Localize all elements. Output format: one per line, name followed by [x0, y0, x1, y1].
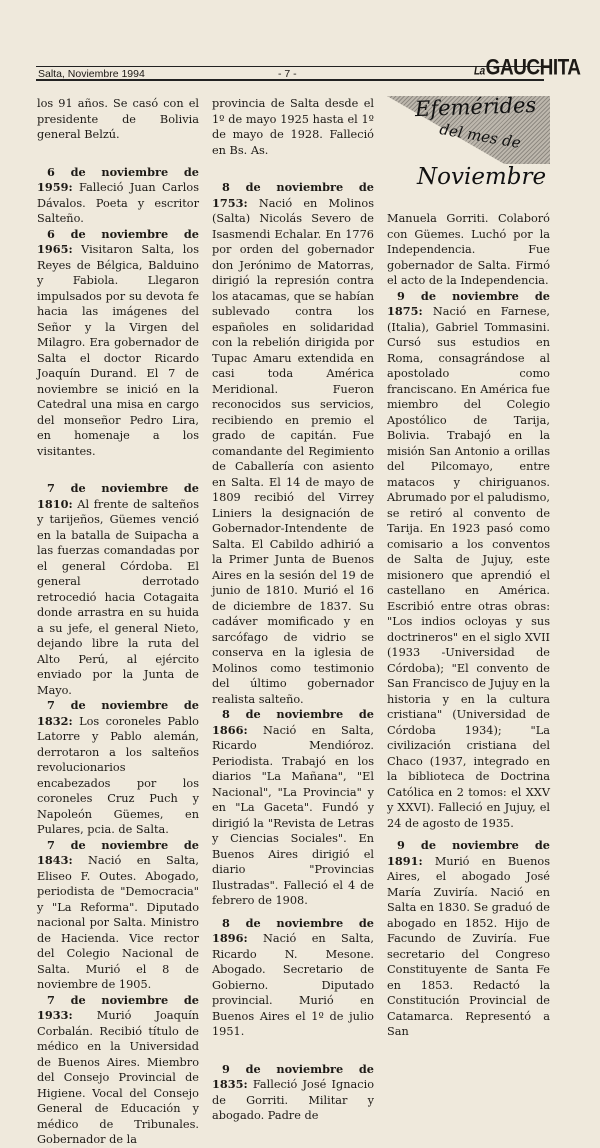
entry-text: Nació en Salta, Ricardo N. Mesone. Abogado. Secretario de Gobierno. Diputado provincial. Murió en Buenos Aires el 1º de julio 1951. [212, 932, 374, 1038]
entry-text: provincia de Salta desde el 1º de mayo 1925 hasta el 1º de mayo de 1928. Falleció en Bs. As. [212, 97, 374, 157]
entry-date: 9 de noviembre de 1875: [387, 288, 550, 318]
entry-date: 7 de noviembre de 1843: [37, 837, 199, 867]
entry-date: 9 de noviembre de 1835: [212, 1061, 374, 1091]
entry-text: Nació en Salta, Eliseo F. Outes. Abogado, periodista de "Democracia" y "La Reforma". Diputado nacional por Salta. Ministro de Hacienda. Vice rector del Colegio Nacional de Salta. Murió el 8 de noviembre de 1905. [37, 854, 199, 991]
entry-date: 8 de noviembre de 1753: [212, 180, 374, 210]
entry-text: Murió Joaquín Corbalán. Recibió título de médico en la Universidad de Buenos Aires. Miembro del Consejo Provincial de Higiene. Vocal del Consejo General de Educación y médico de Tribunales. Gobernador de la [37, 1009, 199, 1146]
entry [387, 211, 550, 289]
header-rule-top [36, 66, 544, 67]
column-1 [37, 96, 199, 1146]
entry [212, 916, 374, 1040]
entry-date: 7 de noviembre de 1810: [37, 481, 199, 511]
entry-text: Visitaron Salta, los Reyes de Bélgica, Balduino y Fabiola. Llegaron impulsados por su devota fe hacia las imágenes del Señor y la Virgen del Milagro. Era gobernador de Salta el doctor Ricardo Joaquín Durand. El 7 de noviembre se inició en la Catedral una misa en cargo del monseñor Pedro Lira, en homenaje a los visitantes. [37, 243, 199, 458]
entry-date: 9 de noviembre de 1891: [387, 838, 550, 868]
efemerides-banner [387, 92, 550, 206]
publication-logo-text: GAUCHITA [485, 56, 581, 81]
entry-text: los 91 años. Se casó con el presidente de Bolivia general Belzú. [37, 97, 199, 141]
entry [37, 481, 199, 698]
entry-text: Falleció José Ignacio de Gorriti. Militar y abogado. Padre de [212, 1078, 374, 1122]
entry [37, 993, 199, 1148]
banner-month: Noviembre [417, 164, 547, 190]
entry-date: 8 de noviembre de 1866: [212, 707, 374, 737]
entry-text: Nació en Salta, Ricardo Mendióroz. Periodista. Trabajó en los diarios "La Mañana", "El Nacional", "La Provincia" y en "La Gaceta". Fundó y dirigió la "Revista de Letras y Ciencias Sociales". En Buenos Aires dirigió el diario "Provincias Ilustradas". Falleció el 4 de febrero de 1908. [212, 723, 374, 907]
entry-date: 8 de noviembre de 1896: [212, 915, 374, 945]
entry-text: Al frente de salteños y tarijeños, Güemes venció en la batalla de Suipacha a las fuerzas comandadas por el general Córdoba. El general derrotado retrocedió hacia Cotagaita donde arrastra en su huida a su jefe, el general Nieto, dejando libre la ruta del Alto Perú, al ejército enviado por la Junta de Mayo. [37, 497, 199, 697]
column-3 [387, 92, 551, 1038]
entry-date: 6 de noviembre de 1959: [37, 164, 199, 194]
entry [387, 838, 550, 1040]
page-number: - 7 - [278, 68, 297, 80]
publication-logo [474, 56, 581, 81]
entry-text: Los coroneles Pablo Latorre y Pablo alemán, derrotaron a los salteños revolucionarios encabezados por los coroneles Cruz Puch y Napoleón Güemes, en Pulares, pcia. de Salta. [37, 714, 199, 836]
entry [37, 838, 199, 993]
entry-date: 7 de noviembre de 1933: [37, 992, 199, 1022]
entry [37, 96, 199, 143]
entry-date: 7 de noviembre de 1832: [37, 698, 199, 728]
entry [212, 180, 374, 707]
publication-logo-prefix: La [474, 65, 485, 79]
entry [37, 227, 199, 460]
entry-date: 6 de noviembre de 1965: [37, 226, 199, 256]
entry [212, 1062, 374, 1124]
entry-text: Murió en Buenos Aires, el abogado José María Zuviría. Nació en Salta en 1830. Se graduó de abogado en 1852. Hijo de Facundo de Zuviría. Fue secretario del Congreso Constituyente de Santa Fe en 1853. Redactó la Constitución Provincial de Catamarca. Representó a San [387, 854, 550, 1038]
entry-text: Falleció Juan Carlos Dávalos. Poeta y escritor Salteño. [37, 181, 199, 225]
entry [37, 698, 199, 838]
banner-subtitle: del mes de [438, 120, 523, 153]
entry [387, 289, 550, 832]
entry [212, 96, 374, 158]
header-place-date: Salta, Noviembre 1994 [38, 68, 145, 80]
entry-text: Nació en Molinos (Salta) Nicolás Severo de Isasmendi Echalar. En 1776 por orden del gobernador don Jerónimo de Matorras, dirigió la represión contra los atacamas, que se habían sublevado contra los españoles en solidaridad con la rebelión dirigida por Tupac Amaru extendida en casi toda América Meridional. Fueron reconocidos sus servicios, recibiendo en premio el grado de capitán. Fue comandante del Regimiento de Caballería con asiento en Salta. El 14 de mayo de 1809 recibió del Virrey Liniers la designación de Gobernador-Intendente de Salta. El Cabildo adhirió a la Primer Junta de Buenos Aires en la sesión del 19 de junio de 1810. Murió el 16 de diciembre de 1837. Su cadáver momificado y en sarcófago de vidrio se conserva en la iglesia de Molinos como testimonio del último gobernador realista salteño. [212, 196, 374, 706]
column-2 [212, 96, 374, 1122]
entry [212, 707, 374, 909]
column-3-text [387, 211, 550, 1040]
banner-title: Efemérides [414, 92, 537, 122]
entry [37, 165, 199, 227]
entry-text: Manuela Gorriti. Colaboró con Güemes. Luchó por la Independencia. Fue gobernador de Salta. Firmó el acto de la Independencia. [387, 212, 550, 287]
entry-text: Nació en Farnese, (Italia), Gabriel Tommasini. Cursó sus estudios en Roma, consagrándose al apostolado como franciscano. En América fue miembro del Colegio Apostólico de Tarija, Bolivia. Trabajó en la misión San Antonio a orillas del Pilcomayo, entre matacos y chiriguanos. Abrumado por el paludismo, se retiró al convento de Tarija. En 1923 pasó como comisario a los conventos de Salta de Jujuy, este misionero que aprendió el castellano en América. Escribió entre otras obras: "Los indios ocloyas y sus doctrineros" en el siglo XVII (1933 -Universidad de Córdoba); "El convento de San Francisco de Jujuy en la historia y en la cultura cristiana" (Universidad de Córdoba 1934); "La civilización cristiana del Chaco (1937, integrado en la biblioteca de Doctrina Católica en 2 tomos: el XXV y XXVI). Falleció en Jujuy, el 24 de agosto de 1935. [387, 305, 551, 830]
